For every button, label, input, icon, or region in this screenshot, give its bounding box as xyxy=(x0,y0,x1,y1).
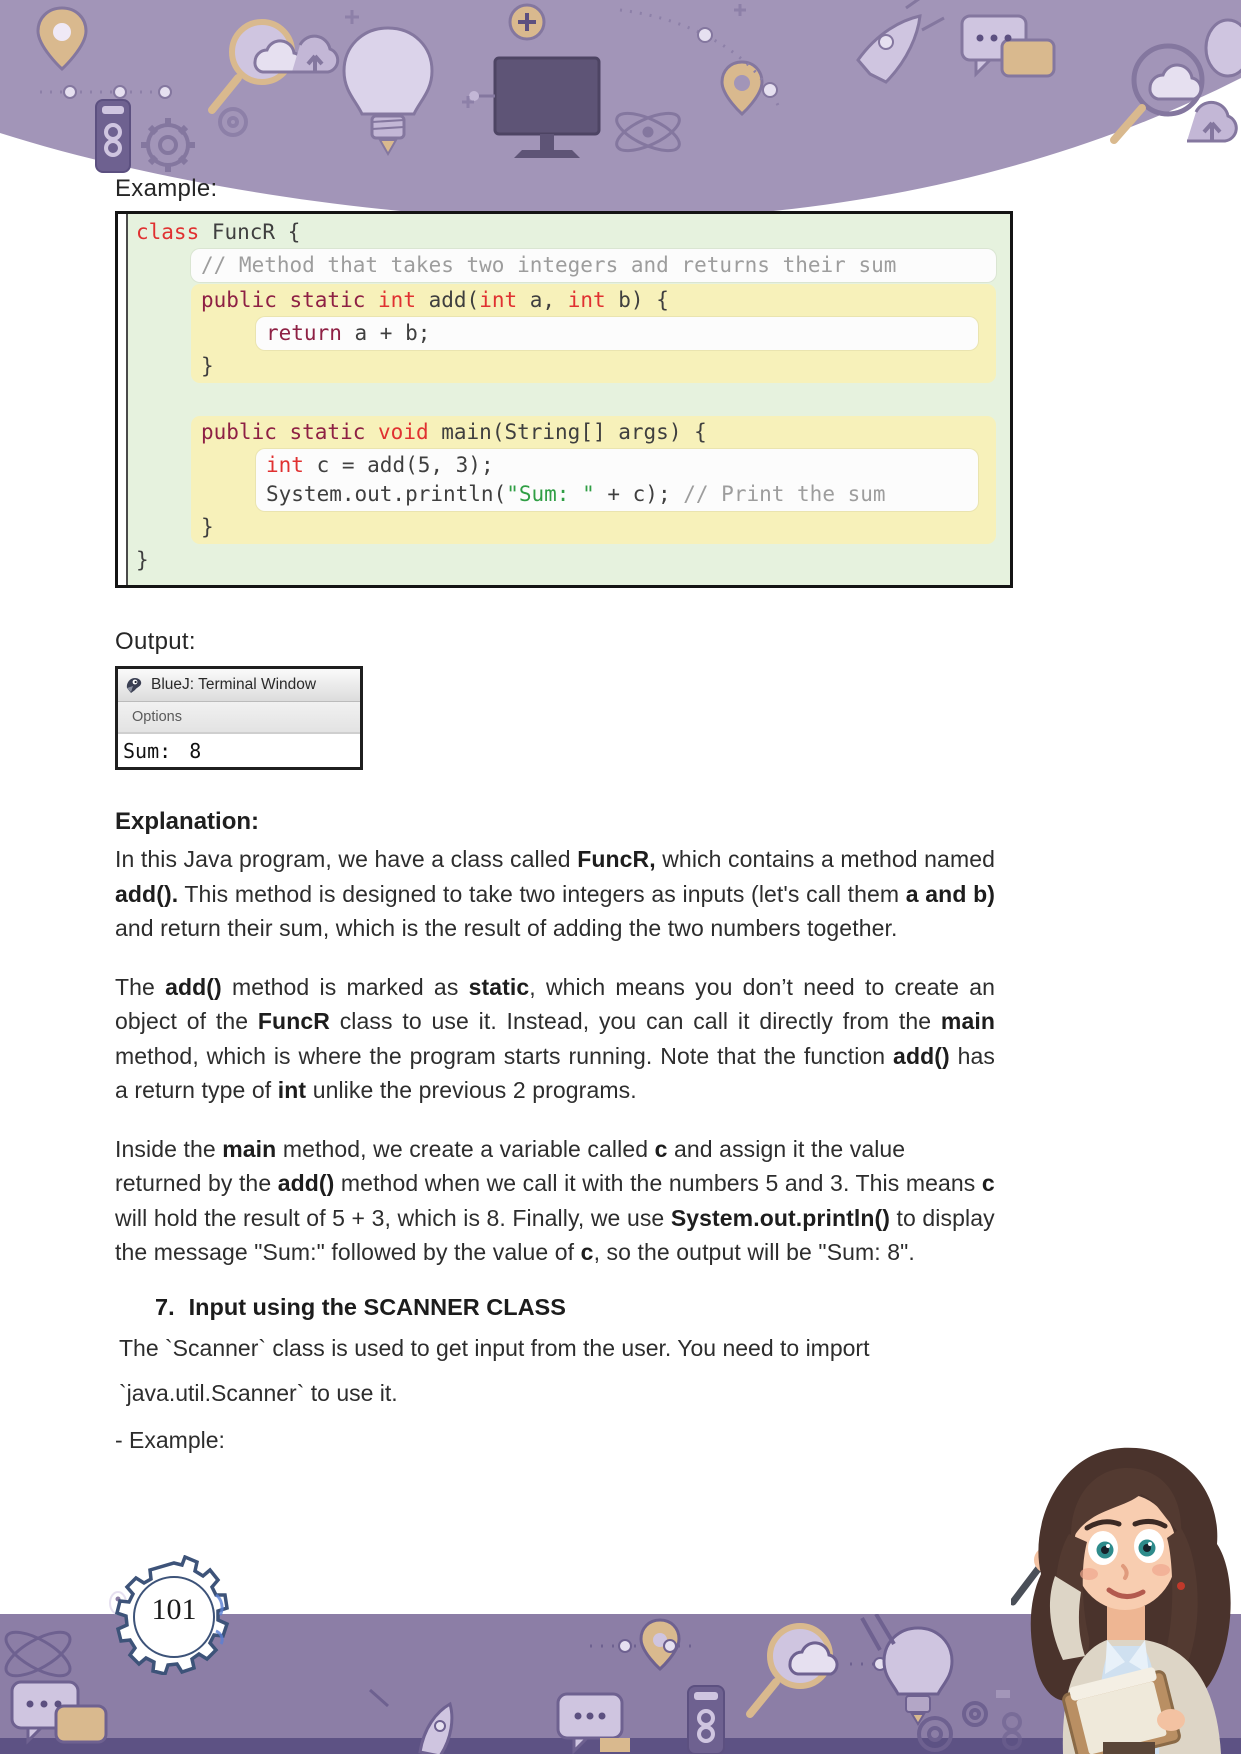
section-title: Input using the SCANNER CLASS xyxy=(188,1293,566,1320)
terminal-output: Sum: 8 xyxy=(118,734,360,767)
page-number: 101 xyxy=(151,1593,197,1626)
output-label: Output: xyxy=(115,628,196,655)
teacher-belt xyxy=(1103,1742,1155,1754)
section-7-heading xyxy=(155,1294,1027,1321)
section-number: 7. xyxy=(155,1293,175,1320)
terminal-title: BlueJ: Terminal Window xyxy=(151,676,317,693)
code-block xyxy=(115,211,1013,588)
earring xyxy=(1177,1582,1185,1590)
terminal-menu-bar xyxy=(118,702,360,734)
terminal-title-bar xyxy=(118,669,360,702)
explanation-paragraph-3: Inside the main method, we create a variable called c and assign it the value returned by the add() method when we call it with the numbers 5 and 3. This means c will hold the result of 5 + 3, which is 8. Finally, we use System.out.println() to display the message "Sum:" followed by the value of c, so the output will be "Sum: 8". xyxy=(115,1135,995,1265)
teacher-hand xyxy=(1157,1709,1185,1731)
explanation-paragraph-1: In this Java program, we have a class called FuncR, which contains a method named add(). This method is designed to take two integers as inputs (let's call them a and b) and return their sum, which is the result of adding the two numbers together. xyxy=(115,846,995,941)
code-method-scope: public static int add(int a, int b) { return a + b; } xyxy=(191,284,996,383)
page-number-badge xyxy=(104,1555,244,1675)
smartphone-link-icon xyxy=(96,100,130,172)
code-class-scope: class FuncR { // Method that takes two integers and returns their sum public static int add(int a, int b) { return a + b; } public static void main(String[] args) { int c = add(5, 3); System.out.println("Sum: " + c); // Print the sum } } xyxy=(126,214,1010,585)
scanner-text-line-1: The `Scanner` class is used to get input from the user. You need to import xyxy=(119,1334,870,1361)
dash-example-label: - Example: xyxy=(115,1426,225,1453)
bluej-bird-icon xyxy=(124,675,144,695)
teacher-illustration xyxy=(1011,1424,1241,1754)
plus-circle-icon xyxy=(510,5,544,39)
example-label: Example: xyxy=(115,175,218,202)
bluej-terminal-window xyxy=(115,666,363,770)
explanation-paragraph-2: The add() method is marked as static, which means you don’t need to create an object of the FuncR class to use it. Instead, you can call it directly from the main method, which is where the program starts running. Note that the function add() has a return type of int unlike the previous 2 programs. xyxy=(115,973,996,1103)
balloon-icon xyxy=(1206,20,1241,76)
smartphone-link-icon xyxy=(688,1686,724,1754)
scanner-text-line-2: `java.util.Scanner` to use it. xyxy=(119,1379,398,1406)
teacher-neck xyxy=(1107,1606,1145,1642)
options-menu: Options xyxy=(132,709,182,725)
code-statement-scope: return a + b; xyxy=(256,317,978,350)
code-method-scope: public static void main(String[] args) { int c = add(5, 3); System.out.println("Sum: " + c); // Print the sum } xyxy=(191,416,996,544)
explanation-heading: Explanation: xyxy=(115,808,260,835)
code-statement-scope: int c = add(5, 3); System.out.println("Sum: " + c); // Print the sum xyxy=(256,449,978,511)
code-statement-scope: // Method that takes two integers and returns their sum xyxy=(191,249,996,282)
